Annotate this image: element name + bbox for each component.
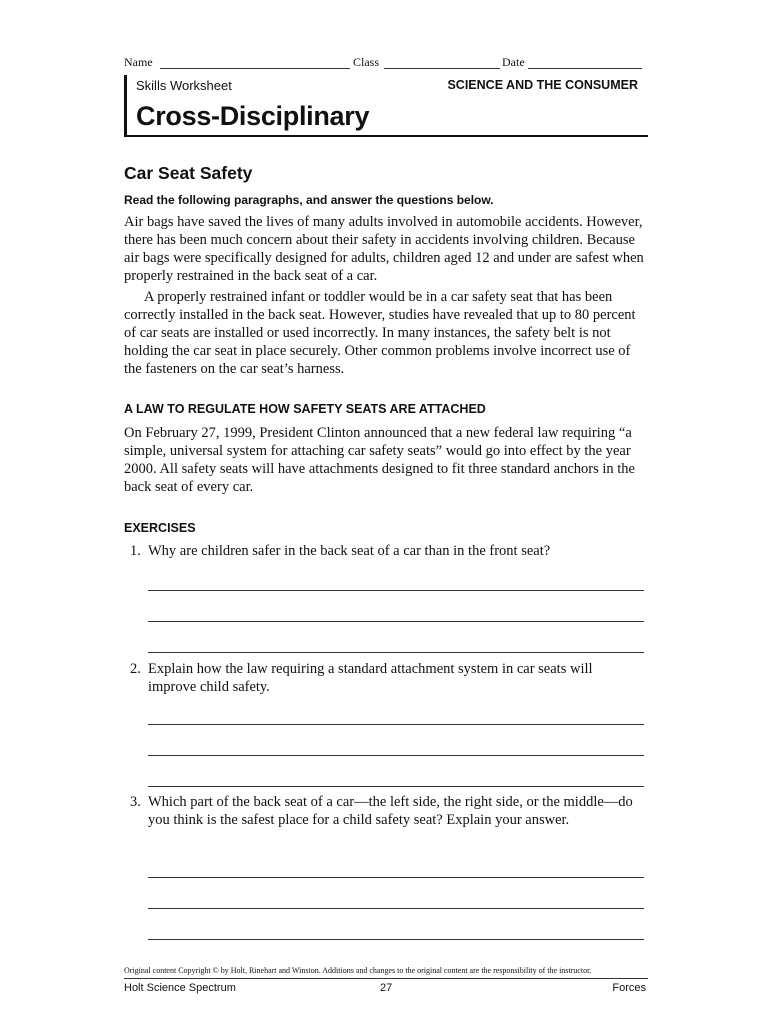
header-horizontal-rule: [124, 135, 648, 137]
page-title: Cross-Disciplinary: [136, 101, 370, 131]
header-vertical-rule: [124, 75, 127, 136]
exercises-heading: EXERCISES: [124, 521, 196, 535]
class-label: Class: [353, 55, 380, 69]
answer-line[interactable]: [148, 877, 644, 878]
date-field[interactable]: [528, 68, 642, 69]
paragraph-air-bags: Air bags have saved the lives of many adults involved in automobile accidents. However, there has been much concern about their safety in accidents involving children. Because air bags were specifically designed for adults, children aged 12 and under are safest when properly restrained in the back seat of a car.: [124, 214, 644, 285]
date-label: Date: [502, 55, 525, 69]
name-field[interactable]: [160, 68, 350, 69]
paragraph-car-seats: A properly restrained infant or toddler would be in a car safety seat that has been correctly installed in the back seat. However, studies have revealed that up to 80 percent of car seats are installed or used incorrectly. In many instances, the safety belt is not holding the car seat in place securely. Other common problems involve incorrect use of the fasteners on the car seat’s harness.: [124, 289, 636, 378]
question-number: 2.: [130, 661, 141, 677]
page-number: 27: [380, 982, 393, 994]
worksheet-topic: SCIENCE AND THE CONSUMER: [447, 78, 638, 92]
answer-line[interactable]: [148, 590, 644, 591]
question-number: 1.: [130, 543, 141, 559]
worksheet-header: [124, 72, 648, 136]
question-text: Which part of the back seat of a car—the left side, the right side, or the middle—do you think is the safest place for a child safety seat? Explain your answer.: [148, 794, 633, 829]
answer-line[interactable]: [148, 652, 644, 653]
footer-rule: [124, 978, 648, 979]
worksheet-type-label: Skills Worksheet: [136, 78, 232, 93]
answer-line[interactable]: [148, 908, 644, 909]
question-text: Why are children safer in the back seat of a car than in the front seat?: [148, 543, 551, 559]
answer-line[interactable]: [148, 724, 644, 725]
law-heading: A LAW TO REGULATE HOW SAFETY SEATS ARE ATTACHED: [124, 402, 486, 416]
name-label: Name: [124, 55, 153, 69]
section-title: Car Seat Safety: [124, 163, 253, 183]
paragraph-law: On February 27, 1999, President Clinton announced that a new federal law requiring “a simple, universal system for attaching car safety seats” would go into effect by the year 2000. All safety seats will have attachments designed to fit three standard anchors in the back seat of every car.: [124, 425, 635, 496]
question-text: Explain how the law requiring a standard attachment system in car seats will improve child safety.: [148, 661, 593, 696]
footer-chapter: Forces: [612, 982, 646, 994]
copyright-notice: Original content Copyright © by Holt, Rinehart and Winston. Additions and changes to the original content are the responsibility of the instructor.: [124, 966, 592, 975]
question-number: 3.: [130, 794, 141, 810]
answer-line[interactable]: [148, 786, 644, 787]
answer-line[interactable]: [148, 621, 644, 622]
answer-line[interactable]: [148, 755, 644, 756]
footer-publication: Holt Science Spectrum: [124, 982, 236, 994]
answer-line[interactable]: [148, 939, 644, 940]
class-field[interactable]: [384, 68, 500, 69]
instructions: Read the following paragraphs, and answer the questions below.: [124, 193, 494, 207]
